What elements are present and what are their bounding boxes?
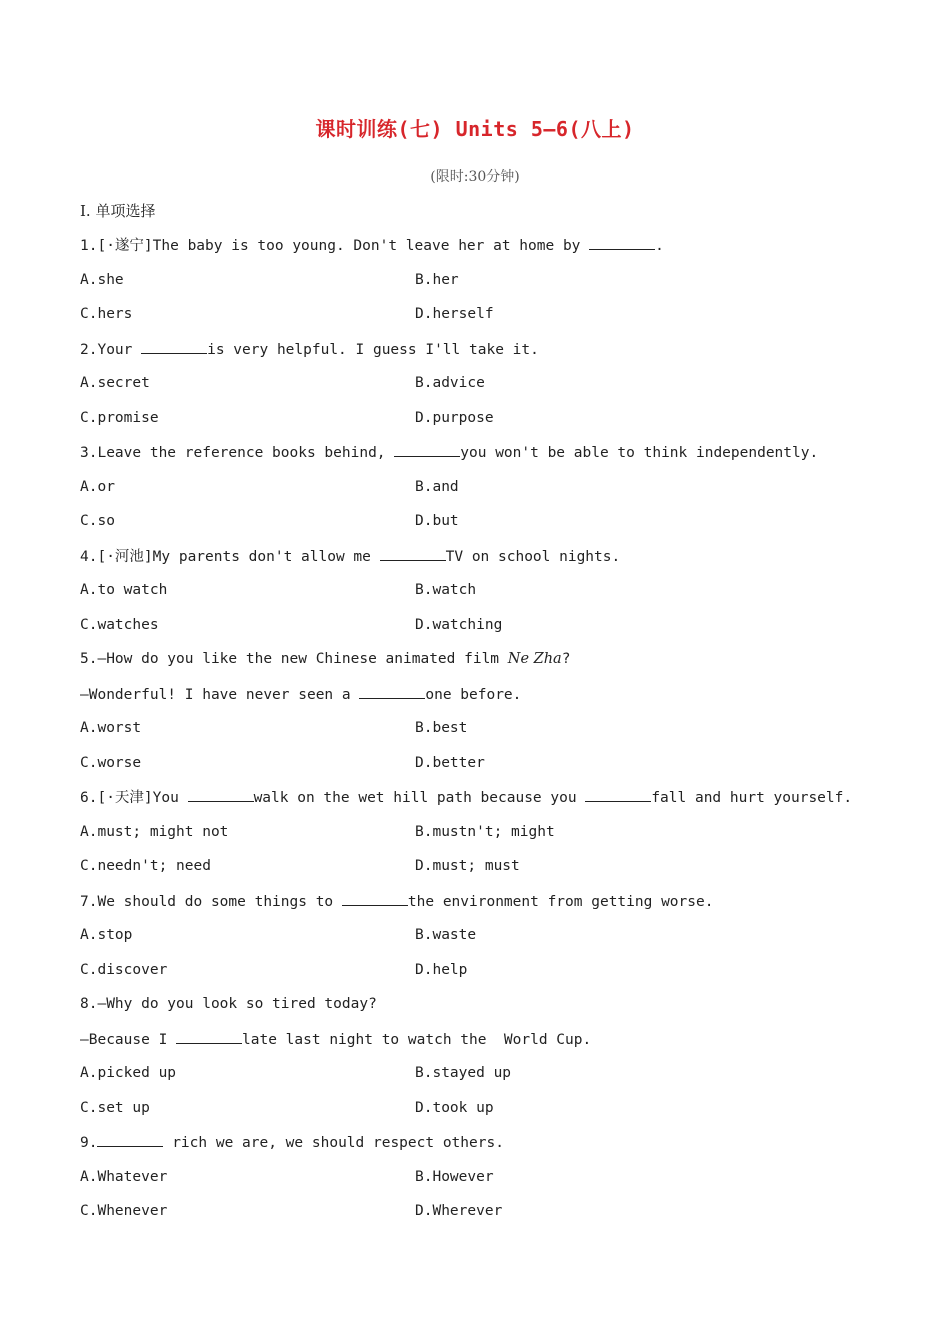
question-3-option-b: B.and [415,479,459,495]
question-5-option-b: B.best [415,720,468,736]
question-1-option-a: A.she [80,272,124,288]
question-5-stem: 5.—How do you like the new Chinese animated film Ne Zha? [80,651,571,667]
question-2-option-a: A.secret [80,375,150,391]
answer-blank [589,235,655,250]
answer-blank [394,442,460,457]
question-3-stem: 3.Leave the reference books behind, you won't be able to think independently. [80,442,818,463]
question-9-option-a: A.Whatever [80,1169,168,1185]
question-9-option-d: D.Wherever [415,1203,503,1219]
answer-blank [585,787,651,802]
answer-blank [359,684,425,699]
question-8-option-d: D.took up [415,1100,494,1116]
question-7-option-b: B.waste [415,927,477,943]
question-1-stem: 1.[·遂宁]The baby is too young. Don't leave her at home by . [80,235,664,256]
question-6-option-a: A.must; might not [80,824,229,840]
question-7-option-d: D.help [415,962,468,978]
question-6-option-d: D.must; must [415,858,520,874]
question-6-option-c: C.needn't; need [80,858,211,874]
question-6-stem: 6.[·天津]You walk on the wet hill path because you fall and hurt yourself. [80,787,852,808]
question-9-option-b: B.However [415,1169,494,1185]
question-3-option-d: D.but [415,513,459,529]
question-8-stem: 8.—Why do you look so tired today? [80,996,377,1012]
question-8-response: —Because I late last night to watch the World Cup. [80,1029,591,1050]
question-6-option-b: B.mustn't; might [415,824,555,840]
question-7-stem: 7.We should do some things to the environment from getting worse. [80,891,713,912]
question-1-option-d: D.herself [415,306,494,322]
question-5-response: —Wonderful! I have never seen a one before. [80,684,521,705]
question-2-option-b: B.advice [415,375,485,391]
question-5-option-c: C.worse [80,755,142,771]
answer-blank [141,339,207,354]
question-2-option-d: D.purpose [415,410,494,426]
question-4-stem: 4.[·河池]My parents don't allow me TV on school nights. [80,546,620,567]
question-5-option-d: D.better [415,755,485,771]
question-8-option-b: B.stayed up [415,1065,512,1081]
question-9-option-c: C.Whenever [80,1203,168,1219]
question-1-option-b: B.her [415,272,459,288]
page-title: 课时训练(七) Units 5—6(八上) [315,117,635,141]
answer-blank [188,787,254,802]
question-7-option-a: A.stop [80,927,133,943]
answer-blank [342,891,408,906]
question-4-option-d: D.watching [415,617,503,633]
question-7-option-c: C.discover [80,962,168,978]
question-2-option-c: C.promise [80,410,159,426]
question-4-option-c: C.watches [80,617,159,633]
question-2-stem: 2.Your is very helpful. I guess I'll take it. [80,339,539,360]
answer-blank [97,1132,163,1147]
time-limit: (限时:30分钟) [430,169,520,185]
question-5-option-a: A.worst [80,720,142,736]
answer-blank [176,1029,242,1044]
question-8-option-c: C.set up [80,1100,150,1116]
section-heading: Ⅰ. 单项选择 [80,202,156,220]
question-9-stem: 9. rich we are, we should respect others. [80,1132,504,1153]
question-4-option-a: A.to watch [80,582,168,598]
question-3-option-a: A.or [80,479,115,495]
answer-blank [380,546,446,561]
question-8-option-a: A.picked up [80,1065,177,1081]
question-1-option-c: C.hers [80,306,133,322]
question-3-option-c: C.so [80,513,115,529]
question-4-option-b: B.watch [415,582,477,598]
